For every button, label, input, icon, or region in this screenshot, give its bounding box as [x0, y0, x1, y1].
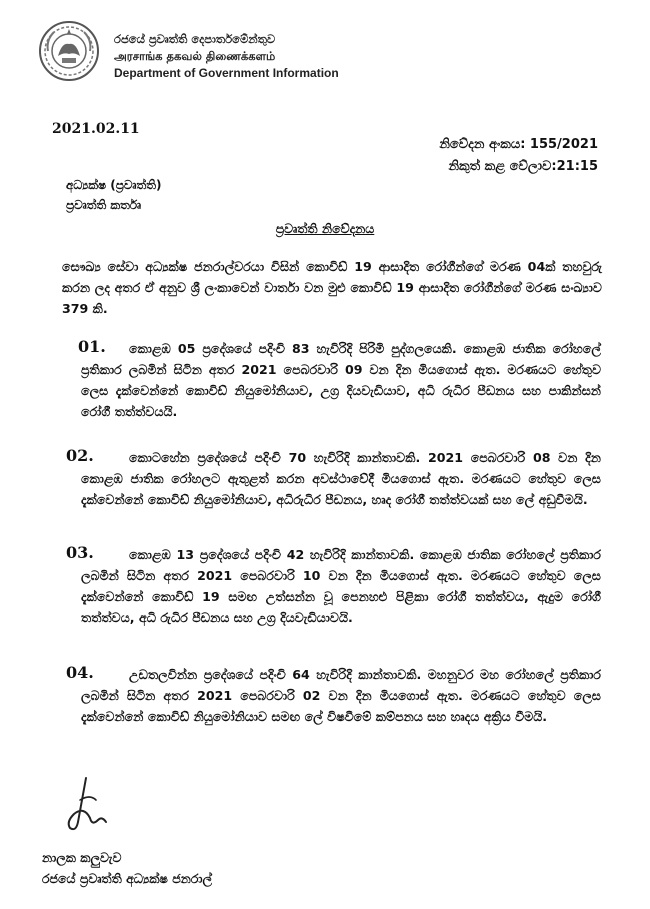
dept-name-sinhala: රජයේ ප්‍රවෘත්ති දෙපාර්තමේන්තුව [114, 32, 276, 46]
item-text: කොළඹ 05 ප්‍රදේශයේ පදිංචි 83 හැවිරිදි පිරිමි පුද්ගලයෙකි. කොළඹ ජාතික රෝහලේ ප්‍රතිකාර ලබමින් සිටින අතර 2021 පෙබරවාරි 09 වන දින මියගොස් ඇත. මරණයට හේතුව ලෙස දැක්වෙන්නේ කොවිඩ් නියුමෝනියාව, උග්‍ර දියවැඩියාව, අධි රුධිර පීඩනය සහ පාකින්සන් රෝගී තත්ත්වයයි. [81, 341, 601, 419]
notice-number: නිවේදන අංකය: 155/2021 [439, 137, 598, 152]
intro-paragraph: සෞඛ්‍ය සේවා අධ්‍යක්ෂ ජනරාල්වරයා විසින් කොවිඩ් 19 ආසාදිත රෝගීන්ගේ මරණ 04ක් තහවුරු කරන ලද අතර ඒ අනුව ශ්‍රී ලංකාවෙන් වාර්තා වන මුළු කොවිඩ් 19 ආසාදිත රෝගීන්ගේ මරණ සංඛ්‍යාව 379 කි. [62, 259, 602, 316]
item-text: කොළඹ 13 ප්‍රදේශයේ පදිංචි 42 හැවිරිදි කාන්තාවකි. කොළඹ ජාතික රෝහලේ ප්‍රතිකාර ලබමින් සිටින අතර 2021 පෙබරවාරි 10 වන දින මියගොස් ඇත. මරණයට හේතුව ලෙස දැක්වෙන්නේ කොවිඩ් 19 සමඟ උත්සන්න වූ පෙනහළු පිළිකා රෝගී තත්ත්වය, ඇදුම රෝගී තත්ත්වය, අධි රුධිර පීඩනය සහ උග්‍ර දියවැඩියාවයි. [81, 547, 601, 625]
item-text: උඩතලවින්න ප්‍රදේශයේ පදිංචි 64 හැවිරිදි කාන්තාවකි. මහනුවර මහ රෝහලේ ප්‍රතිකාර ලබමින් සිටින අතර 2021 පෙබරවාරි 02 වන දින මියගොස් ඇත. මරණයට හේතුව ලෙස දැක්වෙන්නේ කොවිඩ් නියුමෝනියාව සමඟ ලේ විෂවීමේ කම්පනය සහ හෘදය අක්‍රිය වීමයි. [81, 667, 601, 724]
page-title [0, 218, 650, 237]
document-date: 2021.02.11 [52, 121, 140, 137]
issue-time: නිකුත් කළ වේලාව:21:15 [448, 159, 598, 174]
handwritten-signature [56, 770, 126, 840]
item-number: 02. [66, 446, 94, 465]
item-text: කොටහේන ප්‍රදේශයේ පදිංචි 70 හැවිරිදි කාන්තාවකි. 2021 පෙබරවාරි 08 වන දින කොළඹ ජාතික රෝහලට ඇතුළත් කරන අවස්ථාවේදී මියගොස් ඇත. මරණයට හේතුව ලෙස දැක්වෙන්නේ කොවිඩ් නියුමෝනියාව, අධිරුධිර පීඩනය, හෘද රෝගී තත්ත්වයක් සහ ලේ අඩුවීමයි. [81, 450, 601, 507]
item-number: 03. [66, 543, 94, 562]
addressee-line-1: අධ්‍යක්ෂ (ප්‍රවෘත්ති) [66, 178, 162, 192]
signer-name: නාලක කලුවැව [42, 850, 122, 865]
page-title-text: ප්‍රවෘත්ති නිවේදනය [275, 221, 375, 236]
dept-name-tamil: அரசாங்க தகவல் திணைக்களம் [114, 49, 276, 63]
item-number: 04. [66, 663, 94, 682]
addressee-line-2: ප්‍රවෘත්ති කර්තෘ [66, 198, 142, 212]
sri-lanka-emblem-icon [38, 20, 100, 82]
item-number: 01. [78, 337, 106, 356]
dept-name-english: Department of Government Information [114, 66, 339, 80]
signer-title: රජයේ ප්‍රවෘත්ති අධ්‍යක්ෂ ජනරාල් [42, 871, 213, 886]
